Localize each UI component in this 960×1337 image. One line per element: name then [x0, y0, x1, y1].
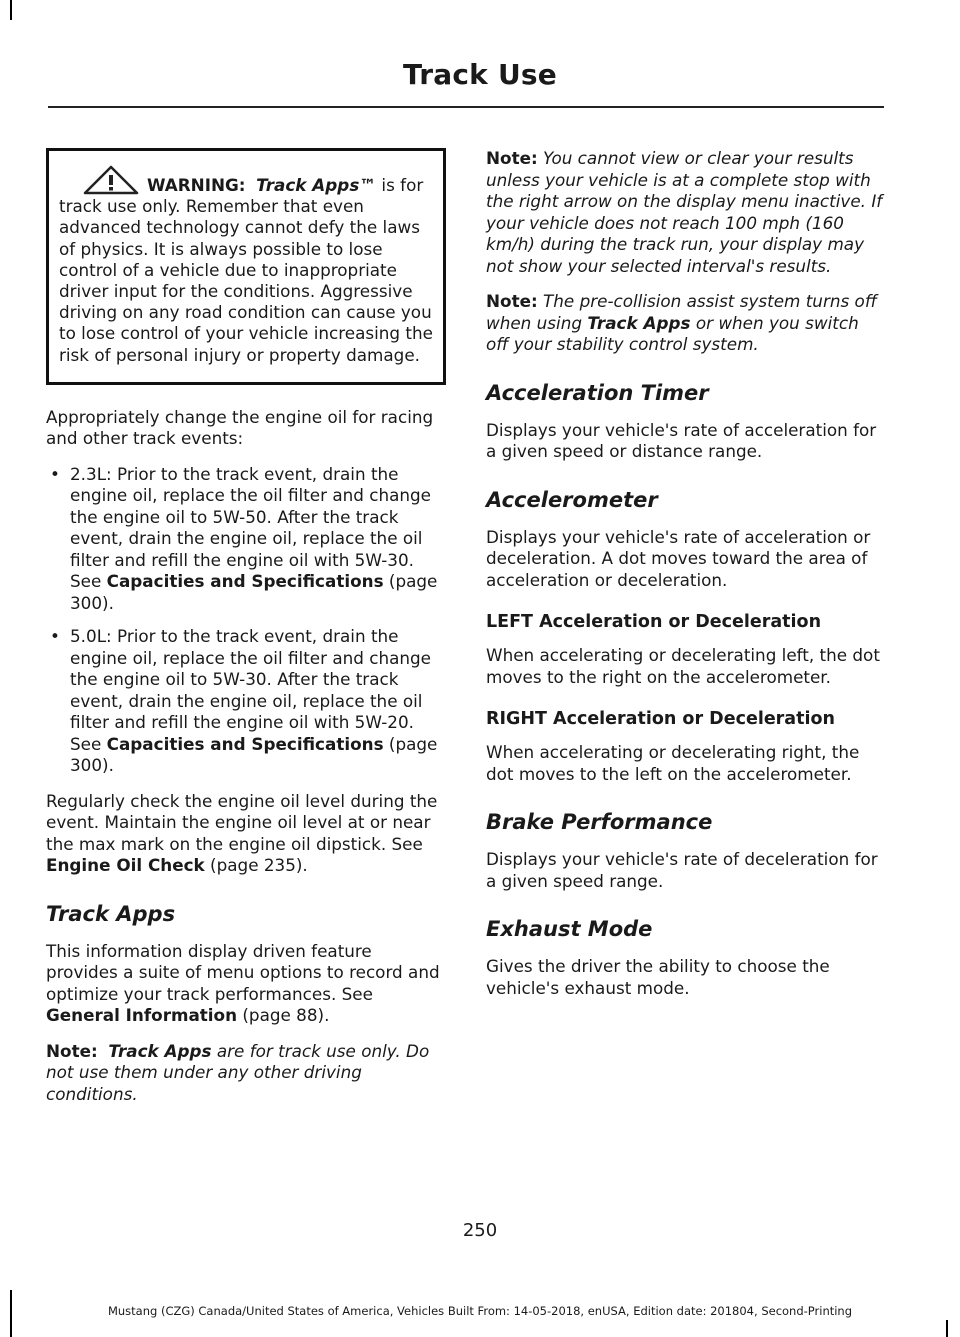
- results-note: [486, 148, 886, 277]
- cross-reference-link[interactable]: General Information: [46, 1005, 238, 1026]
- right-column: [486, 148, 886, 1013]
- cross-reference-link[interactable]: Engine Oil Check: [46, 855, 205, 876]
- crop-mark: [10, 0, 12, 20]
- page-title: Track Use: [403, 58, 557, 91]
- header-divider: [48, 106, 884, 108]
- oil-bullet-list: [46, 464, 446, 777]
- subheading-left-acceleration: LEFT Acceleration or Deceleration: [486, 612, 822, 632]
- page-reference: (page 235).: [204, 855, 308, 876]
- paragraph-text: This information display driven feature provides a suite of menu options to record and optimize your track performances. See: [46, 940, 440, 1004]
- acceleration-timer-text: Displays your vehicle's rate of acceleration for a given speed or distance range.: [486, 419, 877, 461]
- cross-reference-link[interactable]: Capacities and Specifications: [106, 733, 384, 754]
- track-apps-paragraph: [46, 941, 446, 1027]
- note-label: Note:: [486, 291, 538, 311]
- exhaust-mode-text: Gives the driver the ability to choose the vehicle's exhaust mode.: [486, 956, 830, 998]
- warning-box: [46, 148, 446, 385]
- crop-mark: [946, 1320, 948, 1337]
- paragraph-text: Regularly check the engine oil level during the event. Maintain the engine oil level at or near the max mark on the engine oil dipstick. See: [46, 790, 438, 854]
- section-heading-brake-performance: Brake Performance: [486, 810, 713, 834]
- cross-reference-link[interactable]: Capacities and Specifications: [106, 571, 384, 592]
- note-text: are for track use only. Do not use them under any other driving conditions.: [46, 1040, 430, 1104]
- warning-lead: Track Apps™: [256, 175, 377, 195]
- section-heading-accelerometer: Accelerometer: [486, 487, 658, 512]
- note-lead: Track Apps: [587, 312, 691, 333]
- left-acceleration-text: When accelerating or decelerating left, the dot moves to the right on the accelerometer.: [486, 645, 880, 687]
- page-number: 250: [462, 1220, 498, 1241]
- footer-text: Mustang (CZG) Canada/United States of America, Vehicles Built From: 14-05-2018, enUSA, Edition date: 201804, Second-Printing: [107, 1304, 853, 1318]
- list-item: [46, 464, 446, 615]
- section-heading-acceleration-timer: Acceleration Timer: [486, 380, 709, 405]
- oil-check-paragraph: [46, 791, 446, 877]
- warning-triangle-icon: [83, 165, 139, 195]
- bullet-text: 5.0L: Prior to the track event, drain the engine oil, replace the oil filter and change the engine oil to 5W-30. After the track event, drain the engine oil, replace the oil filter and refill the engine oil with 5W-20. See: [70, 626, 432, 754]
- warning-label: WARNING:: [147, 175, 246, 195]
- track-apps-note: [46, 1041, 446, 1106]
- accelerometer-text: Displays your vehicle's rate of acceleration or deceleration. A dot moves toward the area of acceleration or deceleration.: [486, 526, 871, 590]
- list-item: [46, 626, 446, 777]
- note-text: or when you switch off your stability control system.: [486, 312, 859, 354]
- page-reference: (page 300).: [70, 733, 438, 776]
- bullet-text: 2.3L: Prior to the track event, drain the engine oil, replace the oil filter and change the engine oil to 5W-50. After the track event, drain the engine oil, replace the oil filter and refill the engine oil with 5W-30. See: [70, 463, 432, 592]
- section-heading-track-apps: Track Apps: [46, 901, 176, 926]
- left-column: [46, 148, 446, 1119]
- section-heading-exhaust-mode: Exhaust Mode: [486, 917, 653, 941]
- note-label: Note:: [486, 148, 538, 168]
- brake-performance-text: Displays your vehicle's rate of deceleration for a given speed range.: [486, 849, 878, 891]
- note-text: The pre-collision assist system turns off when using: [486, 291, 877, 333]
- note-lead: Track Apps: [108, 1040, 212, 1061]
- warning-text: is for track use only. Remember that even advanced technology cannot defy the laws of physics. It is always possible to lose control of a vehicle due to inappropriate driver input for the conditions. Aggressive driving on any road condition can cause you to lose control of your vehicle increasing the risk of personal injury or property damage.: [59, 175, 433, 365]
- right-acceleration-text: When accelerating or decelerating right, the dot moves to the left on the accelerometer.: [486, 742, 860, 784]
- page-reference: (page 300).: [70, 571, 438, 613]
- note-label: Note:: [46, 1040, 98, 1061]
- oil-intro: Appropriately change the engine oil for racing and other track events:: [46, 406, 434, 449]
- page-reference: (page 88).: [237, 1005, 330, 1026]
- note-text: You cannot view or clear your results unless your vehicle is at a complete stop with the right arrow on the display menu inactive. If your vehicle does not reach 100 mph (160 km/h) during the track run, your display may not show your selected interval's results.: [486, 148, 883, 276]
- pre-collision-note: [486, 291, 886, 356]
- subheading-right-acceleration: RIGHT Acceleration or Deceleration: [486, 709, 835, 729]
